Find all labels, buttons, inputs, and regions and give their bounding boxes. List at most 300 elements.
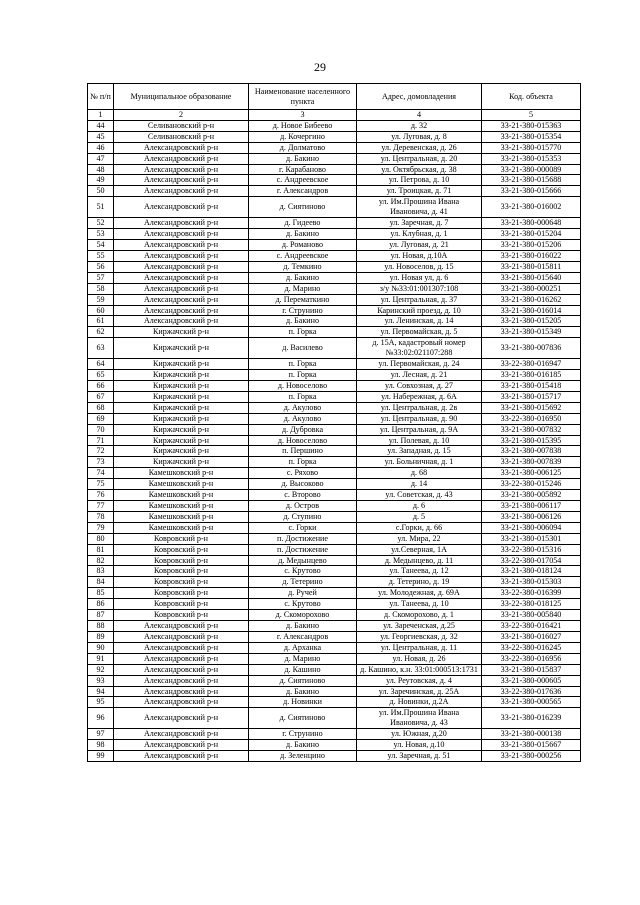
settlement-cell: д. Бакино bbox=[249, 229, 357, 240]
address-cell: ул. Центральная, д. 9А bbox=[357, 424, 482, 435]
row-number: 85 bbox=[88, 588, 114, 599]
municipality-cell: Киржачский р-н bbox=[114, 381, 249, 392]
municipality-cell: Александровский р-н bbox=[114, 664, 249, 675]
table-row bbox=[88, 522, 581, 533]
municipality-cell: Киржачский р-н bbox=[114, 338, 249, 359]
settlement-cell: с. Второво bbox=[249, 490, 357, 501]
municipality-cell: Александровский р-н bbox=[114, 175, 249, 186]
object-code-cell: 33-22-380-017636 bbox=[482, 686, 581, 697]
municipality-cell: Камешковский р-н bbox=[114, 490, 249, 501]
table-row bbox=[88, 631, 581, 642]
row-number: 78 bbox=[88, 511, 114, 522]
row-number: 83 bbox=[88, 566, 114, 577]
object-code-cell: 33-21-380-015418 bbox=[482, 381, 581, 392]
table-row bbox=[88, 164, 581, 175]
table-header-row bbox=[88, 84, 581, 110]
object-code-cell: 33-21-380-015837 bbox=[482, 664, 581, 675]
row-number: 44 bbox=[88, 120, 114, 131]
object-code-cell: 33-22-380-016950 bbox=[482, 413, 581, 424]
settlement-cell: д. Акулово bbox=[249, 402, 357, 413]
address-cell: д. Медынцево, д. 11 bbox=[357, 555, 482, 566]
settlement-cell: д. Новое Бибеево bbox=[249, 120, 357, 131]
municipality-cell: Александровский р-н bbox=[114, 229, 249, 240]
municipality-cell: Александровский р-н bbox=[114, 751, 249, 762]
settlement-cell: д. Остров bbox=[249, 501, 357, 512]
settlement-cell: с. Горки bbox=[249, 522, 357, 533]
object-code-cell: 33-21-380-016239 bbox=[482, 708, 581, 729]
object-code-cell: 33-21-380-015692 bbox=[482, 402, 581, 413]
row-number: 86 bbox=[88, 599, 114, 610]
municipality-cell: Александровский р-н bbox=[114, 153, 249, 164]
header-settlement: Наименование населенного пункта bbox=[249, 84, 357, 110]
address-cell: ул. Новоселов, д. 15 bbox=[357, 261, 482, 272]
address-cell: ул. Луговая, д. 8 bbox=[357, 131, 482, 142]
column-number: 2 bbox=[114, 110, 249, 121]
address-cell: ул. Зареченская, д.25 bbox=[357, 620, 482, 631]
address-cell: ул. Центральная, д. 2в bbox=[357, 402, 482, 413]
table-row bbox=[88, 664, 581, 675]
address-cell: ул.Северная, 1А bbox=[357, 544, 482, 555]
address-cell: ул. Реутовская, д. 4 bbox=[357, 675, 482, 686]
object-code-cell: 33-21-380-015353 bbox=[482, 153, 581, 164]
settlement-cell: д. Бакино bbox=[249, 620, 357, 631]
address-cell: ул. Западная, д. 15 bbox=[357, 446, 482, 457]
column-number: 1 bbox=[88, 110, 114, 121]
municipality-cell: Александровский р-н bbox=[114, 653, 249, 664]
settlement-cell: д. Бакино bbox=[249, 272, 357, 283]
row-number: 79 bbox=[88, 522, 114, 533]
table-row bbox=[88, 490, 581, 501]
object-code-cell: 33-21-380-015395 bbox=[482, 435, 581, 446]
municipality-cell: Ковровский р-н bbox=[114, 533, 249, 544]
row-number: 65 bbox=[88, 370, 114, 381]
column-number: 5 bbox=[482, 110, 581, 121]
address-cell: д. 68 bbox=[357, 468, 482, 479]
object-code-cell: 33-21-380-006126 bbox=[482, 511, 581, 522]
municipality-cell: Александровский р-н bbox=[114, 729, 249, 740]
settlement-cell: д. Тетерино bbox=[249, 577, 357, 588]
settlement-cell: п. Горка bbox=[249, 370, 357, 381]
settlement-cell: д. Долматово bbox=[249, 142, 357, 153]
object-code-cell: 33-21-380-016262 bbox=[482, 294, 581, 305]
table-row bbox=[88, 283, 581, 294]
table-row bbox=[88, 424, 581, 435]
municipality-cell: Александровский р-н bbox=[114, 283, 249, 294]
address-cell: д. Кашино, к.н. 33:01:000513:1731 bbox=[357, 664, 482, 675]
table-row bbox=[88, 544, 581, 555]
municipality-cell: Киржачский р-н bbox=[114, 424, 249, 435]
row-number: 74 bbox=[88, 468, 114, 479]
address-cell: ул. Новая, д.10 bbox=[357, 740, 482, 751]
object-code-cell: 33-22-380-015316 bbox=[482, 544, 581, 555]
address-cell: ул. Заречная, д. 51 bbox=[357, 751, 482, 762]
settlement-cell: с. Крутово bbox=[249, 599, 357, 610]
municipality-cell: Ковровский р-н bbox=[114, 610, 249, 621]
address-cell: ул. Центральная, д. 20 bbox=[357, 153, 482, 164]
object-code-cell: 33-21-380-005892 bbox=[482, 490, 581, 501]
table-row bbox=[88, 479, 581, 490]
table-row bbox=[88, 359, 581, 370]
row-number: 92 bbox=[88, 664, 114, 675]
table-row bbox=[88, 391, 581, 402]
row-number: 99 bbox=[88, 751, 114, 762]
table-row bbox=[88, 751, 581, 762]
table-row bbox=[88, 446, 581, 457]
table-row bbox=[88, 740, 581, 751]
row-number: 64 bbox=[88, 359, 114, 370]
settlement-cell: д. Медынцево bbox=[249, 555, 357, 566]
table-row bbox=[88, 729, 581, 740]
row-number: 76 bbox=[88, 490, 114, 501]
address-cell: ул. Первомайская, д. 5 bbox=[357, 327, 482, 338]
object-code-cell: 33-21-380-015688 bbox=[482, 175, 581, 186]
object-code-cell: 33-21-380-015206 bbox=[482, 240, 581, 251]
address-cell: ул. Им.Прошина Ивана Ивановича, д. 43 bbox=[357, 708, 482, 729]
municipality-cell: Александровский р-н bbox=[114, 250, 249, 261]
address-cell: ул. Больничная, д. 1 bbox=[357, 457, 482, 468]
object-code-cell: 33-22-380-016956 bbox=[482, 653, 581, 664]
object-code-cell: 33-21-380-018124 bbox=[482, 566, 581, 577]
settlement-cell: п. Горка bbox=[249, 327, 357, 338]
table-row bbox=[88, 305, 581, 316]
table-row bbox=[88, 338, 581, 359]
object-code-cell: 33-21-380-016022 bbox=[482, 250, 581, 261]
municipality-cell: Камешковский р-н bbox=[114, 479, 249, 490]
object-code-cell: 33-21-380-016185 bbox=[482, 370, 581, 381]
object-code-cell: 33-21-380-007836 bbox=[482, 338, 581, 359]
address-cell: д. Скоморохово, д. 1 bbox=[357, 610, 482, 621]
settlement-cell: с. Андреевское bbox=[249, 175, 357, 186]
municipality-cell: Киржачский р-н bbox=[114, 413, 249, 424]
address-cell: д. 15А, кадастровый номер №33:02:021107:288 bbox=[357, 338, 482, 359]
object-code-cell: 33-22-380-017054 bbox=[482, 555, 581, 566]
row-number: 71 bbox=[88, 435, 114, 446]
municipality-cell: Киржачский р-н bbox=[114, 457, 249, 468]
row-number: 70 bbox=[88, 424, 114, 435]
municipality-cell: Киржачский р-н bbox=[114, 435, 249, 446]
table-row bbox=[88, 197, 581, 218]
object-code-cell: 33-21-380-006094 bbox=[482, 522, 581, 533]
row-number: 91 bbox=[88, 653, 114, 664]
row-number: 93 bbox=[88, 675, 114, 686]
settlement-cell: г. Александров bbox=[249, 631, 357, 642]
address-cell: д. Тетерино, д. 19 bbox=[357, 577, 482, 588]
row-number: 84 bbox=[88, 577, 114, 588]
object-code-cell: 33-22-380-016421 bbox=[482, 620, 581, 631]
address-cell: д. 14 bbox=[357, 479, 482, 490]
row-number: 95 bbox=[88, 697, 114, 708]
table-row bbox=[88, 533, 581, 544]
row-number: 56 bbox=[88, 261, 114, 272]
table-row bbox=[88, 435, 581, 446]
settlement-cell: д. Ступино bbox=[249, 511, 357, 522]
table-row bbox=[88, 620, 581, 631]
table-row bbox=[88, 610, 581, 621]
address-cell: ул. Центральная, д. 37 bbox=[357, 294, 482, 305]
row-number: 68 bbox=[88, 402, 114, 413]
address-cell: ул. Петрова, д. 10 bbox=[357, 175, 482, 186]
settlement-cell: д. Акулово bbox=[249, 413, 357, 424]
header-address: Адрес, домовладения bbox=[357, 84, 482, 110]
municipality-cell: Киржачский р-н bbox=[114, 391, 249, 402]
settlement-cell: д. Зеленцино bbox=[249, 751, 357, 762]
settlement-cell: д. Новинки bbox=[249, 697, 357, 708]
object-code-cell: 33-21-380-007838 bbox=[482, 446, 581, 457]
object-code-cell: 33-21-380-015301 bbox=[482, 533, 581, 544]
settlement-cell: д. Гидеево bbox=[249, 218, 357, 229]
table-row bbox=[88, 697, 581, 708]
municipality-cell: Александровский р-н bbox=[114, 261, 249, 272]
object-code-cell: 33-22-380-015246 bbox=[482, 479, 581, 490]
address-cell: ул. Ленинская, д. 14 bbox=[357, 316, 482, 327]
objects-table bbox=[87, 83, 581, 762]
settlement-cell: п. Горка bbox=[249, 359, 357, 370]
object-code-cell: 33-21-380-000648 bbox=[482, 218, 581, 229]
row-number: 52 bbox=[88, 218, 114, 229]
table-row bbox=[88, 153, 581, 164]
object-code-cell: 33-21-380-015354 bbox=[482, 131, 581, 142]
address-cell: ул. Им.Прошина Ивана Ивановича, д. 41 bbox=[357, 197, 482, 218]
municipality-cell: Александровский р-н bbox=[114, 316, 249, 327]
address-cell: ул. Новая, д.10А bbox=[357, 250, 482, 261]
municipality-cell: Киржачский р-н bbox=[114, 370, 249, 381]
row-number: 82 bbox=[88, 555, 114, 566]
table-row bbox=[88, 501, 581, 512]
settlement-cell: д. Арханка bbox=[249, 642, 357, 653]
table-row bbox=[88, 250, 581, 261]
table-row bbox=[88, 468, 581, 479]
table-row bbox=[88, 186, 581, 197]
row-number: 77 bbox=[88, 501, 114, 512]
object-code-cell: 33-21-380-000251 bbox=[482, 283, 581, 294]
settlement-cell: д. Василево bbox=[249, 338, 357, 359]
page-number: 29 bbox=[314, 60, 326, 74]
table-row bbox=[88, 381, 581, 392]
row-number: 57 bbox=[88, 272, 114, 283]
row-number: 97 bbox=[88, 729, 114, 740]
row-number: 98 bbox=[88, 740, 114, 751]
municipality-cell: Александровский р-н bbox=[114, 142, 249, 153]
settlement-cell: д. Темкино bbox=[249, 261, 357, 272]
row-number: 94 bbox=[88, 686, 114, 697]
table-row bbox=[88, 229, 581, 240]
municipality-cell: Киржачский р-н bbox=[114, 402, 249, 413]
address-cell: ул. Новая, д. 26 bbox=[357, 653, 482, 664]
row-number: 51 bbox=[88, 197, 114, 218]
address-cell: ул. Новая ул, д. 6 bbox=[357, 272, 482, 283]
table-row bbox=[88, 272, 581, 283]
row-number: 60 bbox=[88, 305, 114, 316]
table-row bbox=[88, 294, 581, 305]
settlement-cell: д. Бакино bbox=[249, 153, 357, 164]
municipality-cell: Киржачский р-н bbox=[114, 446, 249, 457]
settlement-cell: д. Кочергино bbox=[249, 131, 357, 142]
address-cell: ул. Мира, 22 bbox=[357, 533, 482, 544]
settlement-cell: г. Струнино bbox=[249, 305, 357, 316]
object-code-cell: 33-21-380-000089 bbox=[482, 164, 581, 175]
table-row bbox=[88, 370, 581, 381]
table-row bbox=[88, 599, 581, 610]
address-cell: ул. Центральная, д. 90 bbox=[357, 413, 482, 424]
object-code-cell: 33-21-380-015205 bbox=[482, 316, 581, 327]
settlement-cell: д. Высоково bbox=[249, 479, 357, 490]
municipality-cell: Александровский р-н bbox=[114, 186, 249, 197]
table-row bbox=[88, 566, 581, 577]
row-number: 55 bbox=[88, 250, 114, 261]
row-number: 46 bbox=[88, 142, 114, 153]
row-number: 75 bbox=[88, 479, 114, 490]
settlement-cell: п. Горка bbox=[249, 391, 357, 402]
row-number: 66 bbox=[88, 381, 114, 392]
row-number: 67 bbox=[88, 391, 114, 402]
table-row bbox=[88, 642, 581, 653]
object-code-cell: 33-21-380-015363 bbox=[482, 120, 581, 131]
settlement-cell: д. Скоморохово bbox=[249, 610, 357, 621]
address-cell: ул. Танеева, д. 12 bbox=[357, 566, 482, 577]
row-number: 53 bbox=[88, 229, 114, 240]
row-number: 87 bbox=[88, 610, 114, 621]
object-code-cell: 33-21-380-015303 bbox=[482, 577, 581, 588]
address-cell: ул. Молодежная, д. 69А bbox=[357, 588, 482, 599]
municipality-cell: Ковровский р-н bbox=[114, 566, 249, 577]
settlement-cell: д. Романово bbox=[249, 240, 357, 251]
address-cell: Каринский проезд, д. 10 bbox=[357, 305, 482, 316]
address-cell: ул. Деревенская, д. 26 bbox=[357, 142, 482, 153]
object-code-cell: 33-21-380-007832 bbox=[482, 424, 581, 435]
settlement-cell: п. Першино bbox=[249, 446, 357, 457]
address-cell: ул. Октябрьская, д. 38 bbox=[357, 164, 482, 175]
address-cell: ул. Центральная, д. 11 bbox=[357, 642, 482, 653]
municipality-cell: Киржачский р-н bbox=[114, 327, 249, 338]
municipality-cell: Ковровский р-н bbox=[114, 588, 249, 599]
row-number: 72 bbox=[88, 446, 114, 457]
municipality-cell: Александровский р-н bbox=[114, 697, 249, 708]
table-row bbox=[88, 142, 581, 153]
row-number: 59 bbox=[88, 294, 114, 305]
object-code-cell: 33-21-380-015811 bbox=[482, 261, 581, 272]
municipality-cell: Александровский р-н bbox=[114, 620, 249, 631]
settlement-cell: д. Марино bbox=[249, 653, 357, 664]
municipality-cell: Александровский р-н bbox=[114, 740, 249, 751]
municipality-cell: Александровский р-н bbox=[114, 675, 249, 686]
object-code-cell: 33-21-380-015666 bbox=[482, 186, 581, 197]
header-object-code: Код. объекта bbox=[482, 84, 581, 110]
row-number: 90 bbox=[88, 642, 114, 653]
address-cell: ул. Набережная, д. 6А bbox=[357, 391, 482, 402]
municipality-cell: Александровский р-н bbox=[114, 240, 249, 251]
row-number: 81 bbox=[88, 544, 114, 555]
municipality-cell: Камешковский р-н bbox=[114, 501, 249, 512]
table-row bbox=[88, 240, 581, 251]
table-row bbox=[88, 413, 581, 424]
municipality-cell: Ковровский р-н bbox=[114, 544, 249, 555]
municipality-cell: Камешковский р-н bbox=[114, 511, 249, 522]
settlement-cell: д. Дубровка bbox=[249, 424, 357, 435]
settlement-cell: д. Бакино bbox=[249, 686, 357, 697]
row-number: 54 bbox=[88, 240, 114, 251]
address-cell: ул. Заречная, д. 7 bbox=[357, 218, 482, 229]
row-number: 48 bbox=[88, 164, 114, 175]
object-code-cell: 33-21-380-000256 bbox=[482, 751, 581, 762]
row-number: 50 bbox=[88, 186, 114, 197]
address-cell: з/у №33:01:001307:108 bbox=[357, 283, 482, 294]
object-code-cell: 33-21-380-015717 bbox=[482, 391, 581, 402]
address-cell: ул. Георгиевская, д. 32 bbox=[357, 631, 482, 642]
address-cell: ул. Лесная, д. 21 bbox=[357, 370, 482, 381]
municipality-cell: Селивановский р-н bbox=[114, 120, 249, 131]
settlement-cell: д. Новоселово bbox=[249, 435, 357, 446]
object-code-cell: 33-21-380-015770 bbox=[482, 142, 581, 153]
settlement-cell: д. Сиятиново bbox=[249, 197, 357, 218]
municipality-cell: Камешковский р-н bbox=[114, 468, 249, 479]
municipality-cell: Александровский р-н bbox=[114, 305, 249, 316]
address-cell: д. Новинки, д.2А bbox=[357, 697, 482, 708]
object-code-cell: 33-21-380-000605 bbox=[482, 675, 581, 686]
address-cell: ул. Луговая, д. 21 bbox=[357, 240, 482, 251]
object-code-cell: 33-21-380-016014 bbox=[482, 305, 581, 316]
address-cell: ул. Первомайская, д. 24 bbox=[357, 359, 482, 370]
municipality-cell: Александровский р-н bbox=[114, 197, 249, 218]
settlement-cell: д. Ручей bbox=[249, 588, 357, 599]
table-row bbox=[88, 327, 581, 338]
table-row bbox=[88, 402, 581, 413]
settlement-cell: г. Карабаново bbox=[249, 164, 357, 175]
table-row bbox=[88, 686, 581, 697]
table-row bbox=[88, 131, 581, 142]
row-number: 89 bbox=[88, 631, 114, 642]
row-number: 49 bbox=[88, 175, 114, 186]
object-code-cell: 33-22-380-016245 bbox=[482, 642, 581, 653]
row-number: 47 bbox=[88, 153, 114, 164]
table-row bbox=[88, 457, 581, 468]
municipality-cell: Александровский р-н bbox=[114, 164, 249, 175]
address-cell: ул. Южная, д.20 bbox=[357, 729, 482, 740]
municipality-cell: Селивановский р-н bbox=[114, 131, 249, 142]
settlement-cell: п. Достижение bbox=[249, 544, 357, 555]
row-number: 62 bbox=[88, 327, 114, 338]
row-number: 58 bbox=[88, 283, 114, 294]
municipality-cell: Александровский р-н bbox=[114, 218, 249, 229]
table-row bbox=[88, 511, 581, 522]
municipality-cell: Камешковский р-н bbox=[114, 522, 249, 533]
row-number: 73 bbox=[88, 457, 114, 468]
address-cell: ул. Заречинская, д. 25А bbox=[357, 686, 482, 697]
row-number: 63 bbox=[88, 338, 114, 359]
object-code-cell: 33-21-380-016002 bbox=[482, 197, 581, 218]
settlement-cell: д. Сиятиново bbox=[249, 675, 357, 686]
settlement-cell: п. Горка bbox=[249, 457, 357, 468]
settlement-cell: д. Марино bbox=[249, 283, 357, 294]
object-code-cell: 33-21-380-000565 bbox=[482, 697, 581, 708]
address-cell: ул. Клубная, д. 1 bbox=[357, 229, 482, 240]
object-code-cell: 33-21-380-007839 bbox=[482, 457, 581, 468]
settlement-cell: д. Новоселово bbox=[249, 381, 357, 392]
object-code-cell: 33-21-380-006125 bbox=[482, 468, 581, 479]
table-row bbox=[88, 120, 581, 131]
municipality-cell: Александровский р-н bbox=[114, 294, 249, 305]
column-number: 4 bbox=[357, 110, 482, 121]
municipality-cell: Ковровский р-н bbox=[114, 577, 249, 588]
table-row bbox=[88, 261, 581, 272]
settlement-cell: с. Крутово bbox=[249, 566, 357, 577]
municipality-cell: Ковровский р-н bbox=[114, 555, 249, 566]
object-code-cell: 33-21-380-016027 bbox=[482, 631, 581, 642]
object-code-cell: 33-21-380-006117 bbox=[482, 501, 581, 512]
settlement-cell: г. Струнино bbox=[249, 729, 357, 740]
row-number: 45 bbox=[88, 131, 114, 142]
object-code-cell: 33-21-380-005840 bbox=[482, 610, 581, 621]
header-municipality: Муниципальное образование bbox=[114, 84, 249, 110]
